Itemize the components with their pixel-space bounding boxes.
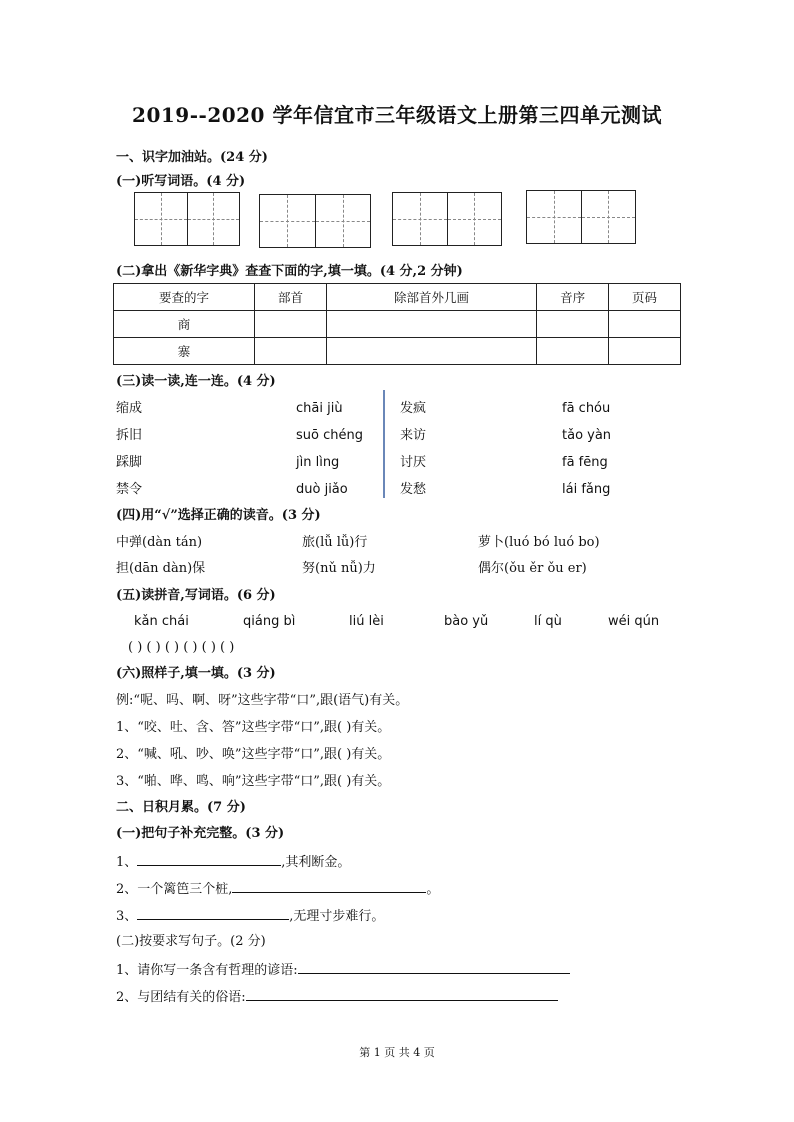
question-suffix: ,其利断金。 [281, 855, 351, 870]
column-header: 页码 [609, 284, 681, 311]
match-pinyin: jìn lìng [296, 455, 340, 470]
writing-grid-2[interactable] [259, 194, 371, 248]
answer-cell[interactable] [255, 311, 327, 338]
match-word: 缩成 [116, 401, 143, 416]
match-pinyin: lái fǎng [562, 482, 611, 497]
pinyin-prompt: lí qù [534, 614, 562, 629]
pronunciation-heading: (四)用“√”选择正确的读音。(3 分) [116, 508, 321, 523]
match-pinyin: duò jiǎo [296, 482, 348, 497]
column-header: 除部首外几画 [326, 284, 536, 311]
match-word: 拆旧 [116, 428, 143, 443]
writing-grid-4[interactable] [526, 190, 636, 244]
pronunciation-option[interactable]: 偶尔(ǒu ěr ǒu er) [478, 561, 587, 576]
pinyin-prompt: liú lèi [349, 614, 384, 629]
question-label: 2、与团结有关的俗语: [116, 990, 246, 1005]
matching-heading: (三)读一读,连一连。(4 分) [116, 374, 276, 389]
writing-grid-3[interactable] [392, 192, 502, 246]
character-cell: 寨 [114, 338, 255, 365]
pinyin-writing-heading: (五)读拼音,写词语。(6 分) [116, 588, 276, 603]
pattern-heading: (六)照样子,填一填。(3 分) [116, 666, 276, 681]
match-pinyin: tǎo yàn [562, 428, 612, 443]
pinyin-prompt: kǎn chái [134, 614, 189, 629]
answer-cell[interactable] [255, 338, 327, 365]
answer-cell[interactable] [609, 311, 681, 338]
question-prefix: 1、 [116, 855, 138, 870]
pronunciation-option[interactable]: 努(nǔ nǚ)力 [302, 561, 376, 576]
column-header: 要查的字 [114, 284, 255, 311]
question-suffix: 。 [426, 882, 440, 897]
pinyin-prompt: bào yǔ [444, 614, 489, 629]
sentence-question-1 [116, 853, 350, 871]
part2-heading: 二、日积月累。(7 分) [116, 800, 246, 815]
answer-cell[interactable] [609, 338, 681, 365]
pronunciation-option[interactable]: 担(dān dàn)保 [116, 561, 206, 576]
answer-line[interactable] [298, 961, 570, 974]
dictionary-table [113, 283, 681, 365]
pattern-question[interactable]: 1、“咬、吐、含、答”这些字带“口”,跟( )有关。 [116, 720, 391, 735]
pinyin-prompt: wéi qún [608, 614, 660, 629]
match-pinyin: fā fēng [562, 455, 608, 470]
sentence-question-2 [116, 880, 439, 898]
table-row [114, 311, 681, 338]
page-title: 2019--2020 学年信宜市三年级语文上册第三四单元测试 [132, 103, 662, 127]
dictionary-heading: (二)拿出《新华字典》查查下面的字,填一填。(4 分,2 分钟) [116, 264, 463, 279]
answer-cell[interactable] [537, 311, 609, 338]
write-sentence-heading: (二)按要求写句子。(2 分) [116, 934, 266, 949]
answer-cell[interactable] [326, 311, 536, 338]
answer-line[interactable] [137, 853, 281, 866]
saying-question [116, 988, 558, 1006]
answer-line[interactable] [232, 880, 426, 893]
pinyin-prompt: qiáng bì [243, 614, 296, 629]
pattern-question[interactable]: 2、“喊、吼、吵、唤”这些字带“口”,跟( )有关。 [116, 747, 391, 762]
answer-blanks[interactable]: ( ) ( ) ( ) ( ) ( ) ( ) [128, 640, 235, 655]
match-word: 发疯 [400, 401, 427, 416]
pronunciation-option[interactable]: 中弹(dàn tán) [116, 535, 203, 550]
proverb-question [116, 961, 570, 979]
table-header-row [114, 284, 681, 311]
character-cell: 商 [114, 311, 255, 338]
question-prefix: 2、一个篱笆三个桩, [116, 882, 233, 897]
question-label: 1、请你写一条含有哲理的谚语: [116, 963, 298, 978]
page-footer: 第 1 页 共 4 页 [359, 1046, 435, 1059]
pronunciation-option[interactable]: 旅(lǚ lǚ)行 [302, 535, 368, 550]
match-word: 来访 [400, 428, 427, 443]
match-word: 禁令 [116, 482, 143, 497]
column-divider [383, 390, 385, 498]
match-word: 讨厌 [400, 455, 427, 470]
column-header: 部首 [255, 284, 327, 311]
question-suffix: ,无理寸步难行。 [289, 909, 385, 924]
answer-cell[interactable] [537, 338, 609, 365]
pattern-example: 例:“呢、吗、啊、呀”这些字带“口”,跟(语气)有关。 [116, 693, 409, 708]
pattern-question[interactable]: 3、“啪、哗、鸣、响”这些字带“口”,跟( )有关。 [116, 774, 391, 789]
match-pinyin: chāi jiù [296, 401, 343, 416]
answer-cell[interactable] [326, 338, 536, 365]
match-pinyin: suō chéng [296, 428, 363, 443]
pronunciation-option[interactable]: 萝卜(luó bó luó bo) [478, 535, 600, 550]
sentence-question-3 [116, 907, 384, 925]
table-row [114, 338, 681, 365]
writing-grid-1[interactable] [134, 192, 240, 246]
complete-sentence-heading: (一)把句子补充完整。(3 分) [116, 826, 285, 841]
match-word: 发愁 [400, 482, 427, 497]
part1-heading: 一、识字加油站。(24 分) [116, 150, 268, 165]
question-prefix: 3、 [116, 909, 138, 924]
answer-line[interactable] [246, 988, 558, 1001]
match-pinyin: fā chóu [562, 401, 611, 416]
answer-line[interactable] [137, 907, 289, 920]
match-word: 踩脚 [116, 455, 143, 470]
dictation-heading: (一)听写词语。(4 分) [116, 174, 246, 189]
column-header: 音序 [537, 284, 609, 311]
